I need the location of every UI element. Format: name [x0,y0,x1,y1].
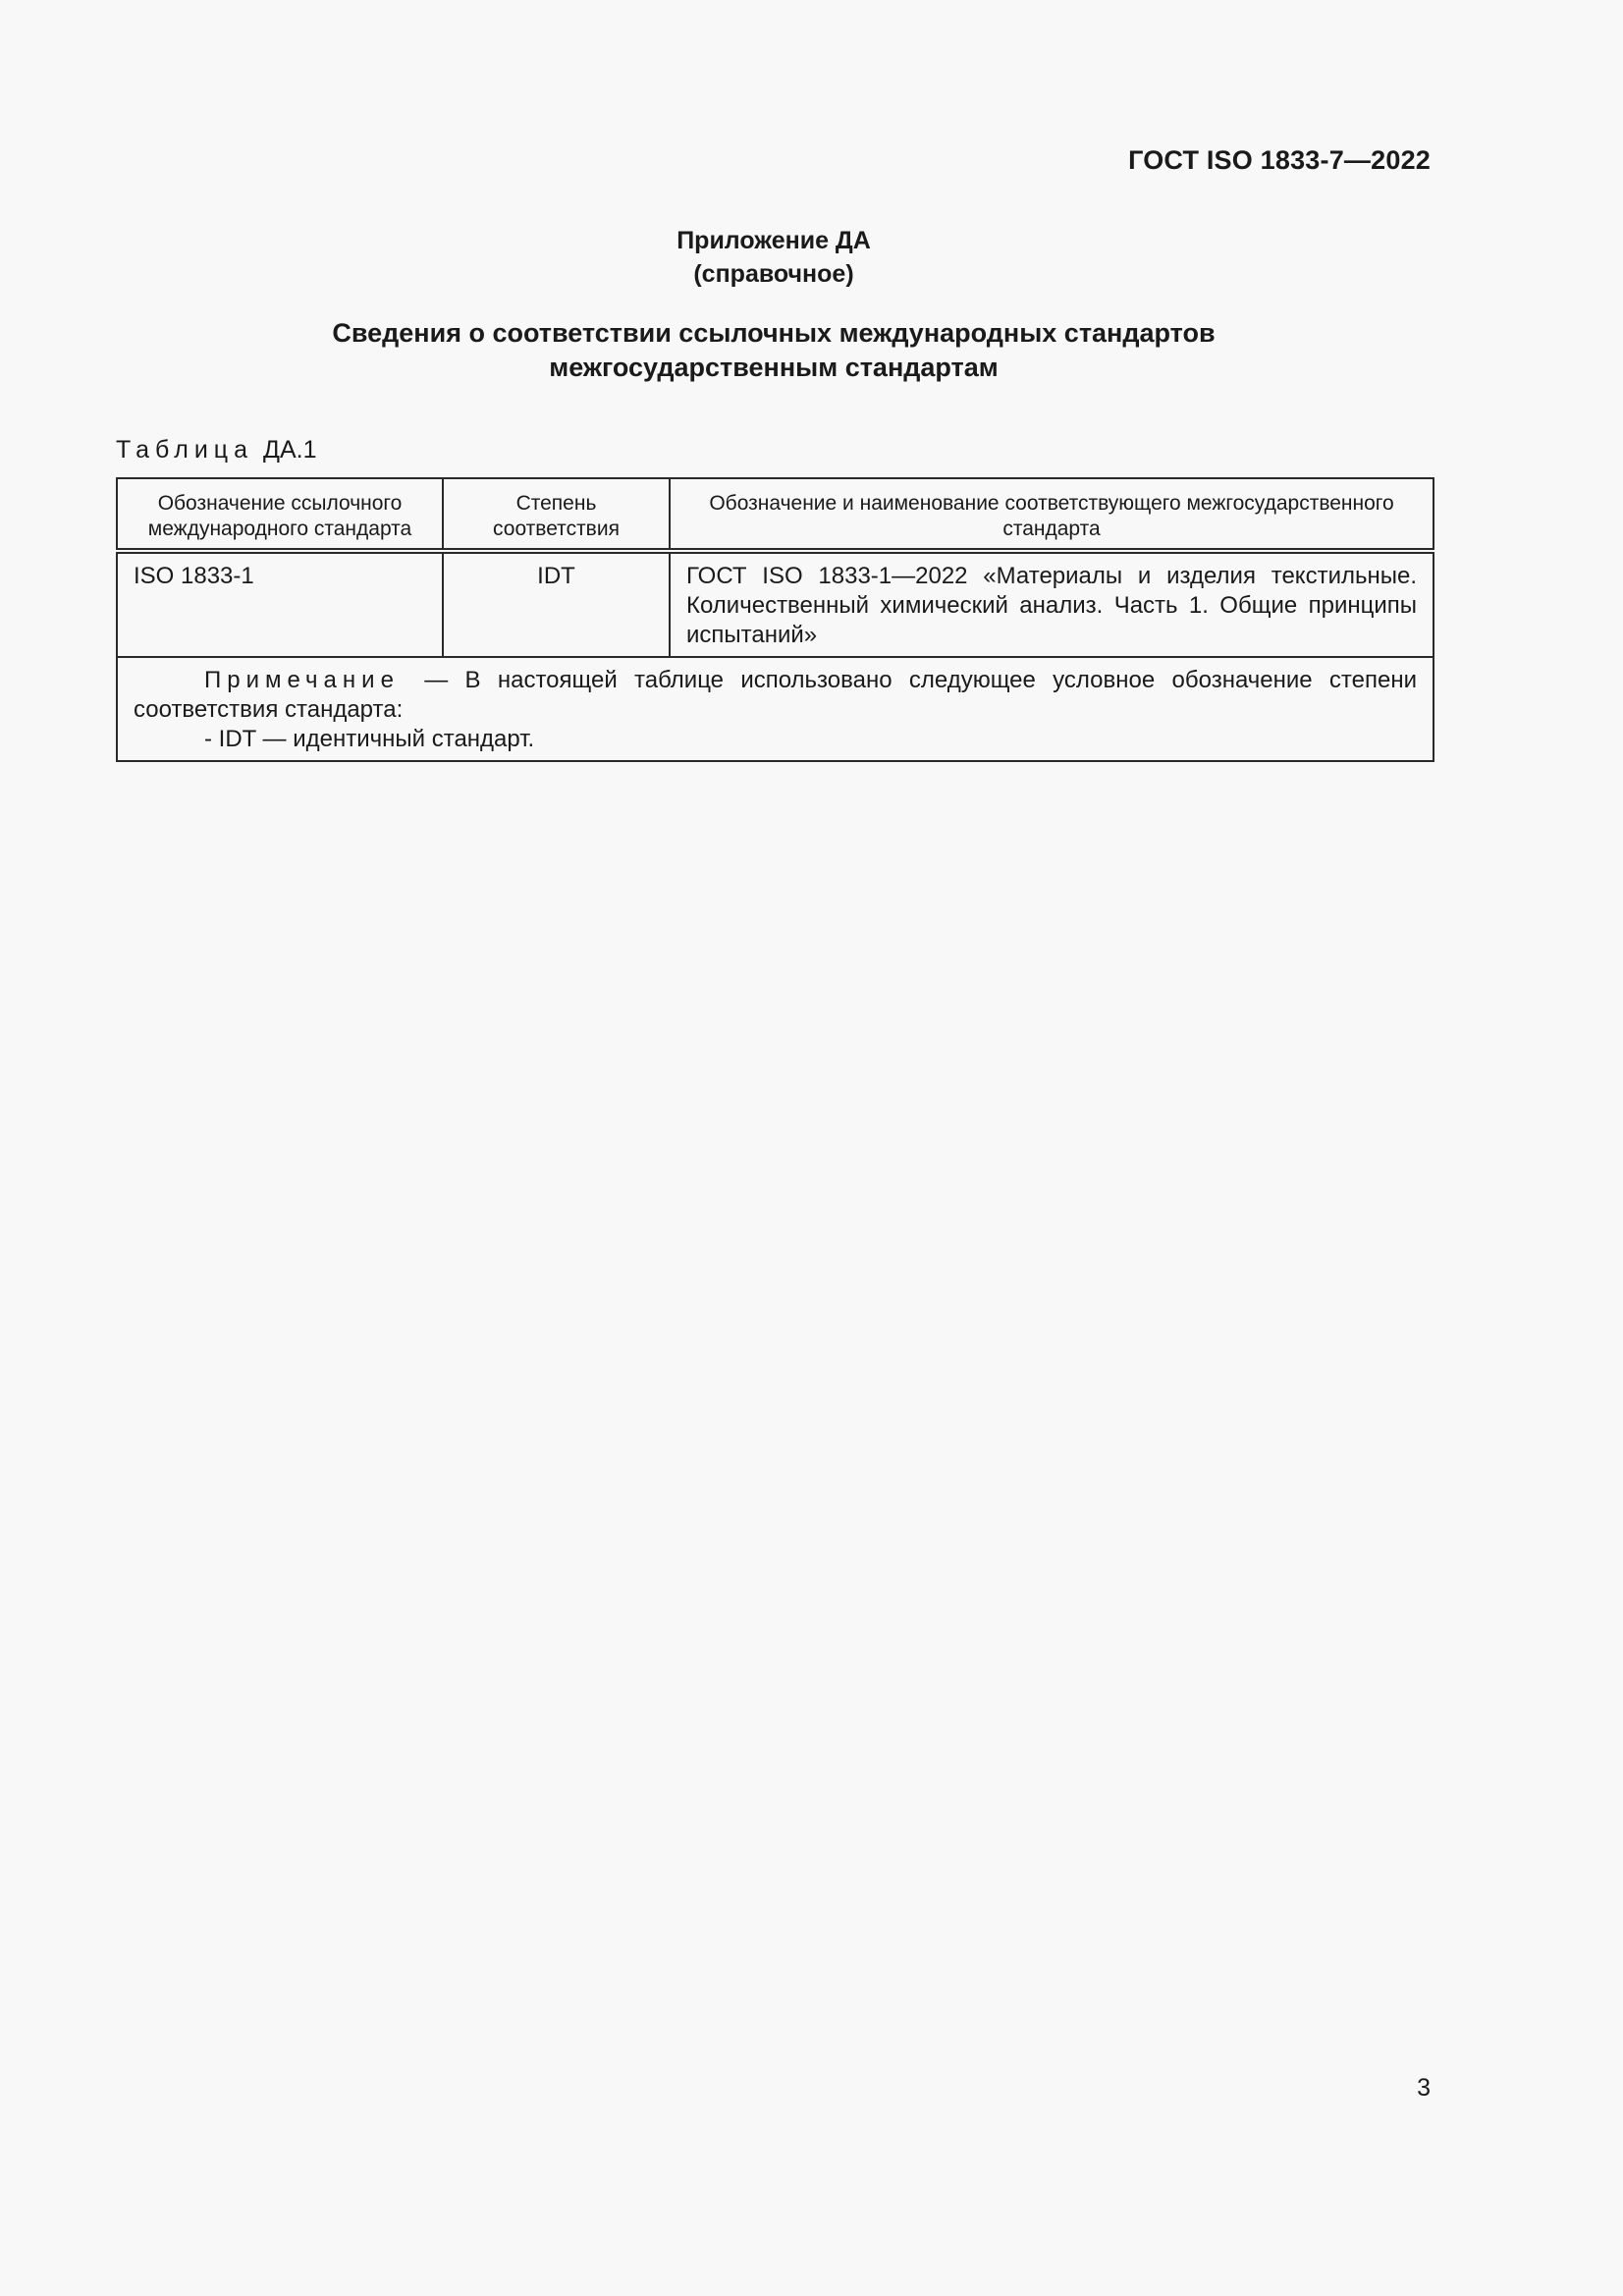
note-text: — В настоящей таблице использовано следующее условное обозначение степени соответствия стандарта: [134,667,1418,723]
note-label: Примечание [204,667,400,693]
cell-interstate-standard: ГОСТ ISO 1833-1—2022 «Материалы и изделия текстильные. Количественный химический анализ. Часть 1. Общие принципы испытаний» [670,551,1434,657]
cell-international-standard: ISO 1833-1 [117,551,443,657]
table-caption-number: ДА.1 [263,436,317,464]
header-international-standard: Обозначение ссылочного международного стандарта [117,478,443,551]
section-title [0,316,1547,385]
table-note-row [117,657,1434,761]
header-interstate-standard: Обозначение и наименование соответствующего межгосударственного стандарта [670,478,1434,551]
section-title-line-2: межгосударственным стандартам [549,353,999,382]
table-caption [116,436,317,465]
section-title-line-1: Сведения о соответствии ссылочных международных стандартов [332,318,1216,348]
annex-heading [0,224,1547,291]
note-paragraph [134,666,1417,725]
table-caption-label: Таблица [116,436,254,464]
annex-subtitle: (справочное) [693,260,854,288]
annex-title: Приложение ДА [676,227,871,254]
standards-correspondence-table [116,477,1434,762]
table-header-row [117,478,1434,551]
page-number: 3 [1417,2074,1431,2102]
table-note [117,657,1434,761]
note-list-item: - IDT — идентичный стандарт. [204,726,535,752]
header-degree-of-correspondence: Степень соответствия [443,478,670,551]
document-code: ГОСТ ISO 1833-7—2022 [1128,145,1431,175]
table-row [117,551,1434,657]
cell-degree-of-correspondence: IDT [443,551,670,657]
